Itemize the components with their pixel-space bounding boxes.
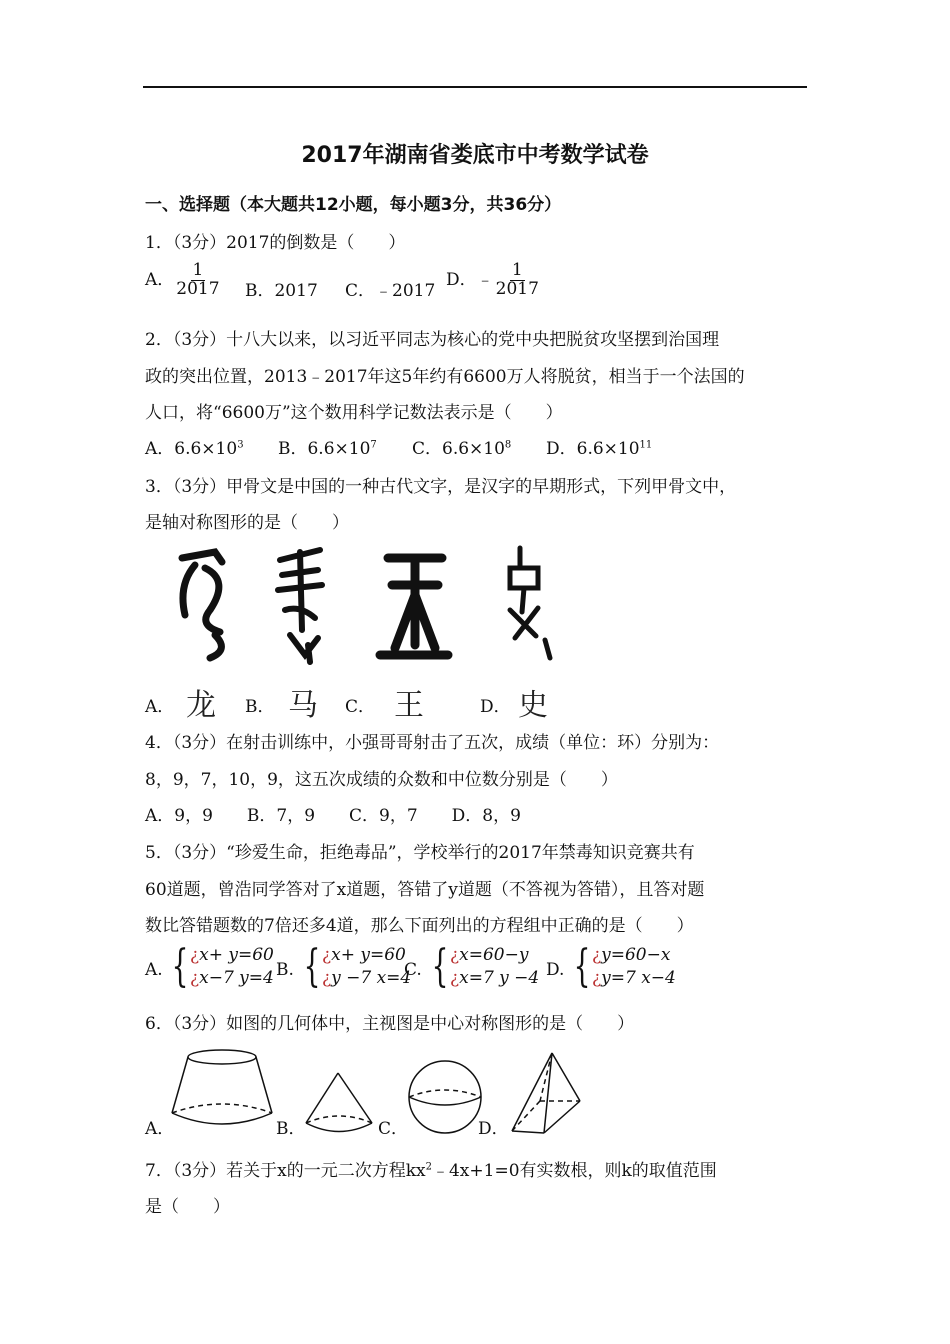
q3-option-b-label: B． — [245, 697, 275, 717]
q1-option-c: C．﹣2017 — [345, 281, 436, 301]
q6-option-a: A． — [145, 1119, 175, 1139]
oracle-shi-figure — [510, 548, 550, 658]
q5-option-a-system: { ¿x+ y=60 ¿x−7 y=4 — [171, 941, 274, 992]
section-heading: 一、选择题（本大题共12小题，每小题3分，共36分） — [145, 195, 562, 215]
q5-option-b-label: B. — [276, 960, 294, 980]
q3-line-2: 是轴对称图形的是（ ） — [145, 513, 349, 533]
q1-option-d: D．﹣ $\frac{1}{2017}$ — [446, 260, 539, 299]
top-rule — [143, 86, 807, 88]
oracle-bone-figures — [160, 540, 580, 670]
q2-line-2: 政的突出位置，2013﹣2017年这5年约有6600万人将脱贫，相当于一个法国的 — [145, 367, 745, 387]
q5-line-1: 5．（3分）“珍爱生命，拒绝毒品”，学校举行的2017年禁毒知识竞赛共有 — [145, 843, 695, 863]
q2-option-b: B．$6.6\times 10^7$ — [278, 439, 377, 459]
q2-option-d: D．$6.6\times 10^{11}$ — [546, 439, 653, 459]
q4-line-1: 4．（3分）在射击训练中，小强哥哥射击了五次，成绩（单位：环）分别为： — [145, 733, 720, 753]
q3-option-a-char: 龙 — [186, 688, 216, 723]
q5-option-b-system: { ¿x+ y=60 ¿y −7 x=4 — [303, 941, 412, 992]
q6-stem: 6．（3分）如图的几何体中，主视图是中心对称图形的是（ ） — [145, 1014, 635, 1034]
q6-option-b: B． — [276, 1119, 306, 1139]
q2-line-1: 2．（3分）十八大以来，以习近平同志为核心的党中央把脱贫攻坚摆到治国理 — [145, 330, 720, 350]
q1-option-b: B．2017 — [245, 281, 318, 301]
q5-option-a-label: A. — [145, 960, 163, 980]
q6-option-d: D． — [478, 1119, 509, 1139]
q3-line-1: 3．（3分）甲骨文是中国的一种古代文字，是汉字的早期形式，下列甲骨文中， — [145, 477, 737, 497]
page-title: 2017年湖南省娄底市中考数学试卷 — [301, 143, 649, 168]
q5-line-2: 60道题，曾浩同学答对了x道题，答错了y道题（不答视为答错），且答对题 — [145, 880, 705, 900]
frustum-figure — [172, 1050, 272, 1124]
q6-option-c: C． — [378, 1119, 409, 1139]
q5-option-c-label: C. — [404, 960, 422, 980]
q1-option-a: A． $\frac{1}{2017}$ — [145, 260, 220, 299]
cone-figure — [306, 1073, 372, 1132]
q1-stem: 1．（3分）2017的倒数是（ ） — [145, 233, 406, 253]
q5-option-c-system: { ¿x=60−y ¿x=7 y −4 — [431, 941, 540, 992]
oracle-wang-figure — [380, 558, 448, 655]
q3-option-c-char: 王 — [394, 688, 424, 723]
q2-line-3: 人口，将“6600万”这个数用科学记数法表示是（ ） — [145, 403, 563, 423]
q2-option-a: A．$6.6\times 10^3$ — [145, 439, 244, 459]
pyramid-figure — [512, 1053, 580, 1133]
q5-line-3: 数比答错题数的7倍还多4道，那么下面列出的方程组中正确的是（ ） — [145, 916, 694, 936]
q5-option-d-label: D. — [546, 960, 565, 980]
q7-line-2: 是（ ） — [145, 1197, 230, 1217]
oracle-ma-figure — [278, 550, 322, 662]
q3-option-b-char: 马 — [288, 688, 318, 723]
oracle-long-figure — [182, 552, 222, 658]
q4-line-2: 8，9，7，10，9，这五次成绩的众数和中位数分别是（ ） — [145, 770, 618, 790]
q5-option-d-system: { ¿y=60−x ¿y=7 x−4 — [573, 941, 676, 992]
q7-line-1: 7．（3分）若关于x的一元二次方程$kx^2﹣4x+1=0$有实数根，则k的取值范围 — [145, 1161, 717, 1181]
q4-options: A．9，9 B．7，9 C．9，7 D．8，9 — [145, 806, 521, 826]
q3-option-d-char: 史 — [518, 688, 548, 723]
q3-option-d-label: D． — [480, 697, 511, 717]
q2-option-c: C．$6.6\times 10^8$ — [412, 439, 512, 459]
sphere-figure — [409, 1061, 481, 1133]
q3-option-c-label: C． — [345, 697, 376, 717]
q3-option-a-label: A． — [145, 697, 175, 717]
